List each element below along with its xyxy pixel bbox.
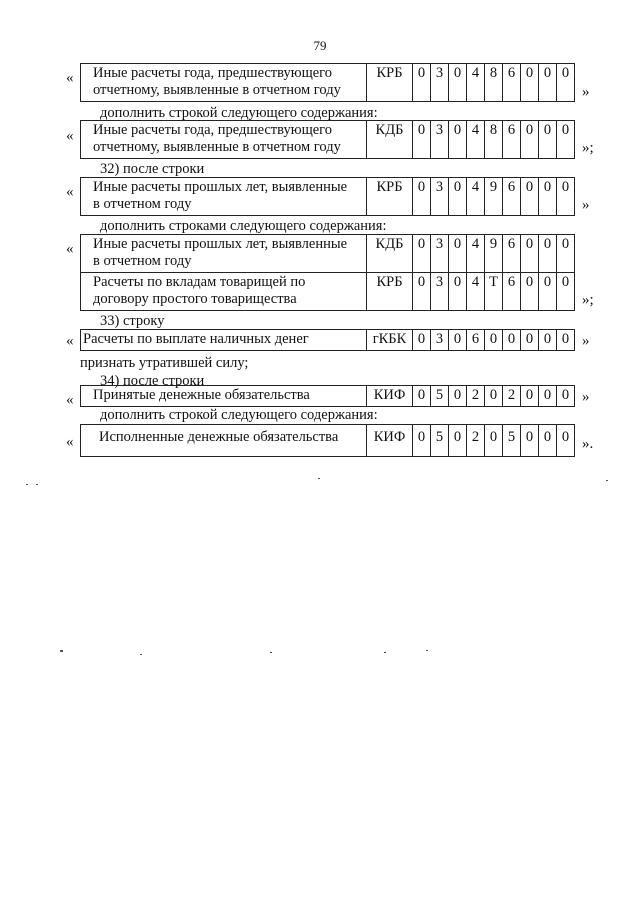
row-name: Расчеты по вкладам товарищей по договору простого товарищества: [81, 273, 367, 311]
digit-cell: 3: [431, 273, 449, 311]
row-name: Исполненные денежные обязательства: [81, 425, 367, 457]
digit-cell: 3: [431, 178, 449, 216]
instruction-text: 33) строку: [100, 313, 165, 329]
code-table-2: [80, 120, 575, 159]
digit-cell: 0: [521, 273, 539, 311]
digit-cell: 5: [431, 386, 449, 407]
digit-cell: 0: [521, 386, 539, 407]
scan-speck: [384, 652, 386, 653]
close-quote: ».: [582, 436, 594, 452]
close-quote: »;: [582, 140, 594, 156]
table-row: [81, 386, 575, 407]
table-row: [81, 64, 575, 102]
digit-cell: 0: [449, 386, 467, 407]
code-table-1: [80, 63, 575, 102]
scan-speck: [606, 480, 608, 481]
digit-cell: 2: [503, 386, 521, 407]
scan-speck: [26, 484, 28, 485]
digit-cell: 0: [539, 178, 557, 216]
instruction-text: дополнить строками следующего содержания:: [100, 218, 387, 234]
row-name: Иные расчеты года, предшествующего отчетному, выявленные в отчетном году: [81, 121, 367, 159]
digit-cell: 9: [485, 235, 503, 273]
row-name: Иные расчеты года, предшествующего отчетному, выявленные в отчетном году: [81, 64, 367, 102]
digit-cell: 4: [467, 121, 485, 159]
table-row: [81, 121, 575, 159]
digit-cell: 3: [431, 235, 449, 273]
digit-cell: 9: [485, 178, 503, 216]
row-name: Расчеты по выплате наличных денег: [81, 330, 367, 351]
open-quote: «: [66, 333, 74, 349]
digit-cell: 0: [557, 121, 575, 159]
digit-cell: 0: [539, 121, 557, 159]
scan-speck: [36, 484, 38, 485]
row-code: КРБ: [367, 273, 413, 311]
digit-cell: 0: [485, 330, 503, 351]
digit-cell: 0: [521, 330, 539, 351]
open-quote: «: [66, 241, 74, 257]
digit-cell: 5: [503, 425, 521, 457]
table-row: [81, 178, 575, 216]
digit-cell: 0: [521, 178, 539, 216]
digit-cell: 0: [557, 273, 575, 311]
row-code: гКБК: [367, 330, 413, 351]
scan-speck: [318, 478, 320, 479]
row-name: Принятые денежные обязательства: [81, 386, 367, 407]
code-table-7: [80, 424, 575, 457]
code-table-5: [80, 329, 575, 351]
digit-cell: 5: [431, 425, 449, 457]
digit-cell: 0: [485, 386, 503, 407]
table-row: [81, 330, 575, 351]
digit-cell: 0: [413, 425, 431, 457]
scan-speck: [140, 654, 142, 655]
table-row: [81, 273, 575, 311]
digit-cell: 6: [503, 273, 521, 311]
page-number: 79: [313, 38, 327, 53]
instruction-text: 32) после строки: [100, 161, 205, 177]
digit-cell: 0: [557, 386, 575, 407]
digit-cell: 0: [539, 330, 557, 351]
open-quote: «: [66, 392, 74, 408]
digit-cell: 0: [413, 386, 431, 407]
digit-cell: 0: [521, 425, 539, 457]
digit-cell: 0: [413, 330, 431, 351]
digit-cell: 3: [431, 121, 449, 159]
open-quote: «: [66, 184, 74, 200]
digit-cell: 4: [467, 235, 485, 273]
digit-cell: 0: [413, 121, 431, 159]
digit-cell: 0: [539, 64, 557, 102]
digit-cell: 0: [557, 425, 575, 457]
open-quote: «: [66, 434, 74, 450]
digit-cell: 6: [503, 235, 521, 273]
digit-cell: 0: [539, 425, 557, 457]
digit-cell: 0: [539, 235, 557, 273]
digit-cell: 0: [557, 64, 575, 102]
row-code: КИФ: [367, 425, 413, 457]
digit-cell: 0: [557, 235, 575, 273]
table-row: [81, 425, 575, 457]
row-code: КРБ: [367, 178, 413, 216]
digit-cell: 8: [485, 121, 503, 159]
digit-cell: 0: [413, 64, 431, 102]
close-quote: »: [582, 84, 590, 100]
close-quote: »: [582, 197, 590, 213]
row-name: Иные расчеты прошлых лет, выявленные в отчетном году: [81, 235, 367, 273]
digit-cell: 0: [449, 330, 467, 351]
digit-cell: 0: [503, 330, 521, 351]
digit-cell: 0: [449, 273, 467, 311]
digit-cell: 0: [449, 235, 467, 273]
digit-cell: 0: [449, 64, 467, 102]
digit-cell: 0: [449, 178, 467, 216]
digit-cell: 0: [449, 425, 467, 457]
scan-speck: [270, 652, 272, 653]
code-table-4: [80, 234, 575, 311]
digit-cell: 0: [557, 330, 575, 351]
open-quote: «: [66, 70, 74, 86]
digit-cell: 3: [431, 64, 449, 102]
digit-cell: 8: [485, 64, 503, 102]
digit-cell: 0: [413, 273, 431, 311]
digit-cell: 0: [485, 425, 503, 457]
instruction-text: дополнить строкой следующего содержания:: [100, 407, 378, 423]
digit-cell: 0: [413, 235, 431, 273]
digit-cell: 3: [431, 330, 449, 351]
digit-cell: 0: [539, 273, 557, 311]
row-code: КДБ: [367, 121, 413, 159]
digit-cell: 4: [467, 178, 485, 216]
code-table-3: [80, 177, 575, 216]
table-row: [81, 235, 575, 273]
digit-cell: 0: [413, 178, 431, 216]
instruction-text: дополнить строкой следующего содержания:: [100, 105, 378, 121]
digit-cell: 6: [503, 178, 521, 216]
instruction-text: 34) после строки: [100, 373, 205, 389]
row-code: КИФ: [367, 386, 413, 407]
close-quote: »: [582, 333, 590, 349]
digit-cell: 2: [467, 425, 485, 457]
digit-cell: Т: [485, 273, 503, 311]
digit-cell: 0: [521, 121, 539, 159]
row-code: КДБ: [367, 235, 413, 273]
digit-cell: 0: [521, 235, 539, 273]
scan-speck: [426, 650, 428, 651]
instruction-text: признать утратившей силу;: [80, 355, 249, 371]
digit-cell: 0: [521, 64, 539, 102]
digit-cell: 0: [557, 178, 575, 216]
close-quote: »: [582, 389, 590, 405]
digit-cell: 4: [467, 64, 485, 102]
digit-cell: 2: [467, 386, 485, 407]
open-quote: «: [66, 128, 74, 144]
row-code: КРБ: [367, 64, 413, 102]
digit-cell: 6: [467, 330, 485, 351]
digit-cell: 0: [449, 121, 467, 159]
code-table-6: [80, 385, 575, 407]
digit-cell: 6: [503, 64, 521, 102]
digit-cell: 4: [467, 273, 485, 311]
digit-cell: 0: [539, 386, 557, 407]
close-quote: »;: [582, 292, 594, 308]
digit-cell: 6: [503, 121, 521, 159]
row-name: Иные расчеты прошлых лет, выявленные в отчетном году: [81, 178, 367, 216]
scan-speck: [60, 650, 63, 652]
